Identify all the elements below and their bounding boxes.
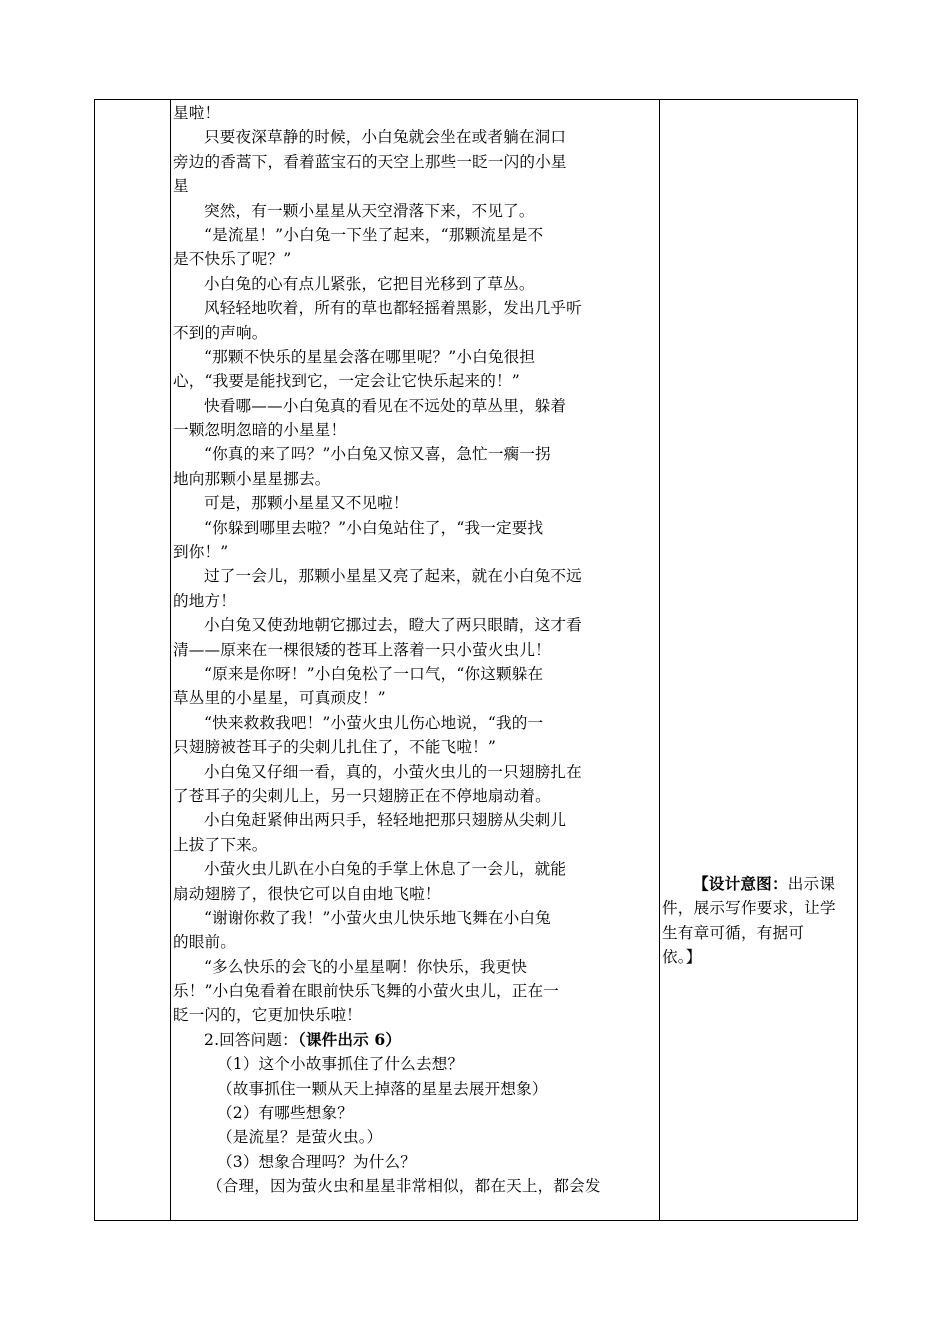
qa-line: （2）有哪些想象？ [217, 1104, 354, 1123]
story-line: “你真的来了吗？”小白兔又惊又喜，急忙一瘸一拐 [204, 445, 551, 464]
story-line: 不到的声响。 [173, 323, 268, 342]
qa-line: （故事抓住一颗从天上掉落的星星去展开想象） [217, 1079, 548, 1098]
story-line: 上拔了下来。 [173, 835, 268, 854]
story-line: 小白兔又使劲地朝它挪过去，瞪大了两只眼睛，这才看 [204, 616, 582, 635]
story-line: “谢谢你救了我！”小萤火虫儿快乐地飞舞在小白兔 [204, 908, 551, 927]
design-intent [662, 872, 856, 970]
story-line: 小白兔赶紧伸出两只手，轻轻地把那只翅膀从尖刺儿 [204, 811, 567, 830]
question-heading [173, 1028, 659, 1052]
story-line: 小白兔的心有点儿紧张，它把目光移到了草丛。 [204, 274, 535, 293]
column-divider-right [659, 100, 660, 1220]
qa-line: （是流星？是萤火虫。） [217, 1128, 383, 1147]
story-line: 小萤火虫儿趴在小白兔的手掌上休息了一会儿，就能 [204, 860, 567, 879]
story-line: 只要夜深草静的时候，小白兔就会坐在或者躺在洞口 [204, 128, 567, 147]
story-line: 星 [173, 177, 189, 196]
design-intent-line: 件，展示写作要求，让学 [662, 899, 836, 918]
story-line: 星啦！ [173, 104, 221, 122]
story-line: “那颗不快乐的星星会落在哪里呢？”小白兔很担 [204, 347, 536, 366]
story-line: 乐！”小白兔看着在眼前快乐飞舞的小萤火虫儿，正在一 [173, 982, 559, 1001]
story-line: 眨一闪的，它更加快乐啦！ [173, 1006, 362, 1025]
story-line: 扇动翅膀了，很快它可以自由地飞啦！ [173, 884, 441, 903]
story-line: 的眼前。 [173, 933, 236, 952]
story-line: 的地方！ [173, 591, 236, 610]
qa-lines [173, 1052, 659, 1198]
question-intro: 2.回答问题： [204, 1030, 298, 1049]
lesson-plan-table [94, 99, 858, 1221]
design-intent-first-line [662, 872, 856, 896]
story-line: 可是，那颗小星星又不见啦！ [204, 494, 409, 513]
qa-line: （3）想象合理吗？为什么？ [217, 1152, 416, 1171]
story-line: “多么快乐的会飞的小星星啊！你快乐，我更快 [204, 957, 527, 976]
courseware-note: （课件出示 6） [297, 1029, 402, 1049]
story-line: 只翅膀被苍耳子的尖刺儿扎住了，不能飞啦！” [173, 738, 496, 757]
story-line: “快来救救我吧！”小萤火虫儿伤心地说，“我的一 [204, 713, 544, 732]
design-intent-line: 生有章可循，有据可 [662, 923, 805, 942]
story-line: 是不快乐了呢？” [173, 250, 292, 269]
story-line: “是流星！”小白兔一下坐了起来，“那颗流星是不 [204, 225, 544, 244]
story-line: 风轻轻地吹着，所有的草也都轻摇着黑影，发出几乎听 [204, 299, 582, 318]
story-line: 小白兔又仔细一看，真的，小萤火虫儿的一只翅膀扎在 [204, 762, 582, 781]
story-line: 地向那颗小星星挪去。 [173, 469, 331, 488]
column-divider-left [170, 100, 171, 1220]
qa-line: （1）这个小故事抓住了什么去想？ [217, 1055, 464, 1074]
story-line: 过了一会儿，那颗小星星又亮了起来，就在小白兔不远 [204, 567, 582, 586]
design-intent-text: 出示课 [787, 875, 836, 893]
story-content [173, 101, 659, 1199]
qa-line: （合理，因为萤火虫和星星非常相似，都在天上，都会发 [207, 1177, 601, 1196]
story-line: “你躲到哪里去啦？”小白兔站住了，“我一定要找 [204, 518, 544, 537]
story-line: 了苍耳子的尖刺儿上，另一只翅膀正在不停地扇动着。 [173, 786, 551, 805]
story-line: 草丛里的小星星，可真顽皮！” [173, 689, 386, 708]
story-line: 清——原来在一棵很矮的苍耳上落着一只小萤火虫儿！ [173, 640, 551, 659]
story-line: 心，“我要是能找到它，一定会让它快乐起来的！” [173, 372, 520, 391]
design-intent-line: 依。】 [662, 948, 702, 967]
story-line: 到你！” [173, 543, 229, 562]
story-line: 突然，有一颗小星星从天空滑落下来，不见了。 [204, 201, 535, 220]
story-line: 一颗忽明忽暗的小星星！ [173, 421, 347, 440]
story-line: 快看哪——小白兔真的看见在不远处的草丛里，躲着 [204, 396, 567, 415]
story-line: “原来是你呀！”小白兔松了一口气，“你这颗躲在 [204, 664, 544, 683]
story-lines [173, 101, 659, 1028]
story-line: 旁边的香蒿下，看着蓝宝石的天空上那些一眨一闪的小星 [173, 152, 567, 171]
design-intent-label: 【设计意图： [693, 874, 788, 893]
